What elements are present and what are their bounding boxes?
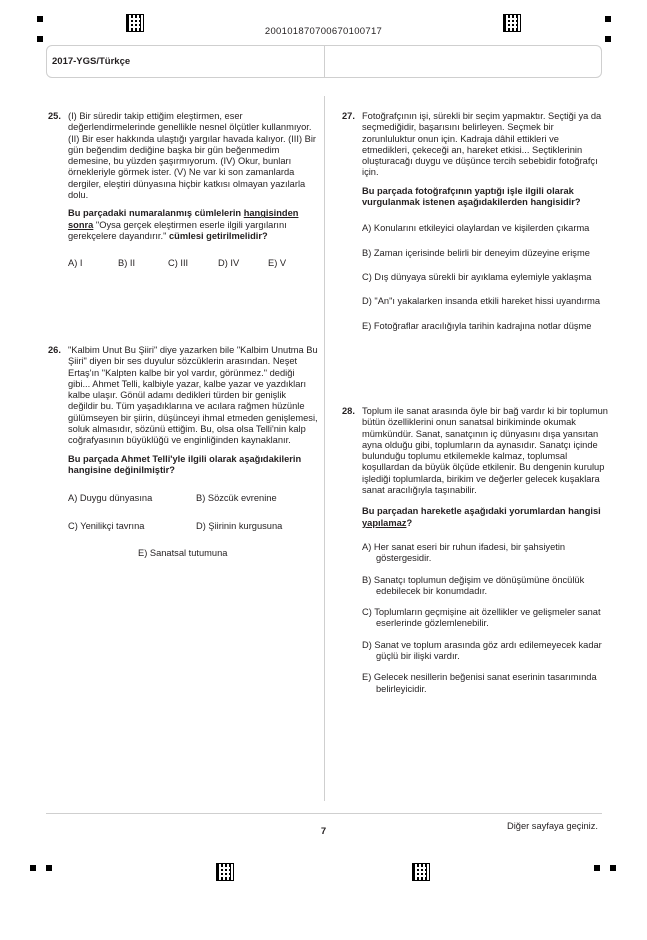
option-c[interactable]: C) Toplumların geçmişine ait özellikler ve gelişmeler sanat eserlerinde gözlemlenebilir. <box>362 607 601 629</box>
question-27 <box>342 111 608 332</box>
option-b[interactable]: B) Zaman içerisinde belirli bir deneyim düzeyine erişme <box>362 247 590 258</box>
page-title: 2017-YGS/Türkçe <box>52 56 131 67</box>
footer-divider <box>46 813 602 814</box>
question-28 <box>342 406 608 695</box>
question-stem: Bu parçada fotoğrafçının yaptığı işle ilgili olarak vurgulanmak istenen aşağıdakilerden hangisidir? <box>362 185 581 208</box>
option-d[interactable]: D) IV <box>218 258 240 269</box>
option-c[interactable]: C) III <box>168 258 189 269</box>
registration-mark <box>594 865 600 871</box>
option-a[interactable]: A) Duygu dünyasına <box>68 493 153 504</box>
answer-options <box>68 493 318 532</box>
question-stem: Bu parçadan hareketle aşağıdaki yorumlardan hangisi yapılamaz? <box>362 506 601 528</box>
page-number: 7 <box>320 826 327 837</box>
qr-code-icon <box>216 863 234 881</box>
question-stem: Bu parçadaki numaralanmış cümlelerin hangisinden sonra "Oysa gerçek eleştirmen eserle ilgili yargılarını gerekçelere dayandırır." cümlesi getirilmelidir? <box>68 208 299 241</box>
barcode-number: 200101870700670100717 <box>264 26 383 37</box>
registration-mark <box>37 16 43 22</box>
registration-mark <box>610 865 616 871</box>
question-number: 26. <box>48 345 61 355</box>
option-a[interactable]: A) Konularını etkileyici olaylardan ve kişilerden çıkarma <box>362 223 590 234</box>
answer-options <box>362 542 608 695</box>
option-d[interactable]: D) Şiirinin kurgusuna <box>196 520 283 531</box>
option-c[interactable]: C) Dış dünyaya sürekli bir ayıklama eylemiyle yaklaşma <box>362 271 592 282</box>
option-c[interactable]: C) Yenilikçi tavrına <box>68 520 145 531</box>
column-divider <box>324 96 325 801</box>
header-divider <box>324 45 325 78</box>
question-stem: Bu parçada Ahmet Telli'yle ilgili olarak aşağıdakilerin hangisine değinilmiştir? <box>68 453 302 475</box>
stem-emphasis: hangisinden sonra <box>68 208 299 230</box>
answer-options <box>68 258 318 269</box>
option-e[interactable]: E) Sanatsal tutumuna <box>138 547 228 558</box>
option-e[interactable]: E) Fotoğraflar aracılığıyla tarihin kadrajına notlar düşme <box>362 320 592 331</box>
option-b[interactable]: B) Sözcük evrenine <box>196 493 277 504</box>
next-page-note: Diğer sayfaya geçiniz. <box>507 821 598 831</box>
question-number: 27. <box>342 111 355 121</box>
qr-code-icon <box>412 863 430 881</box>
option-e[interactable]: E) Gelecek nesillerin beğenisi sanat eserinin tasarımında belirleyicidir. <box>362 672 597 694</box>
question-text: "Kalbim Unut Bu Şiiri" diye yazarken bile "Kalbim Unutma Bu Şiiri" diyen bir ses duyulur sözcüklerin arasından. Neşet Ertaş'ın "Kalpten kalbe bir yol vardır, görünmez." dediği gibi... Ahmet Telli, kalbiyle yazar, kalbe yazar ve yazdıkları kalbe ulaşır. Gönül adamı dedikleri türden bir genişlik değildir bu. Tüm yaşadıklarına ve acılara rağmen hüzünle gülümseyen bir şiirin, düşünceyi ihmal etmeden genişlemesi, soluk almasıdır, sözünü ettiğim. Bu, olsa olsa Telli'nin kalp coğrafyasının büyüklüğü ve enginliğinden kaynaklanır. <box>68 345 318 446</box>
option-a[interactable]: A) Her sanat eseri bir ruhun ifadesi, bir şahsiyetin göstergesidir. <box>362 541 566 564</box>
question-text: Toplum ile sanat arasında öyle bir bağ vardır ki bir toplumun bütün özelliklerini onun sanatsal birikiminde okumak mümkündür. Sanat, sanatçının iç dünyasını dışa yansıtan ayna olduğu gibi, toplumların da aynasıdır. Sanatçı içinde bulunduğu toplumu etkilemekle kalmaz, toplumsal koşullardan da büyük ölçüde etkilenir. Bu dengenin kurulup işlediği toplumlarda, birikim ve değerler gelecek kuşaklara sanat aracılığıyla taşınabilir. <box>362 406 608 496</box>
question-number: 28. <box>342 406 355 416</box>
registration-mark <box>605 16 611 22</box>
option-b[interactable]: B) Sanatçı toplumun değişim ve dönüşümüne öncülük edebilecek bir konumdadır. <box>362 574 585 596</box>
answer-options <box>362 223 608 331</box>
registration-mark <box>30 865 36 871</box>
stem-emphasis: yapılamaz <box>362 517 407 528</box>
option-d[interactable]: D) Sanat ve toplum arasında göz ardı edilemeyecek kadar güçlü bir ilişki vardır. <box>362 639 602 662</box>
question-26 <box>48 345 318 559</box>
question-text: Fotoğrafçının işi, sürekli bir seçim yapmaktır. Seçtiği ya da seçmediğidir, başarısını belirleyen. Seçmek bir zorunluluktur onun için. Kadraja dâhil ettikleri ve etmedikleri, çekeceği an, hareket etkisi... Seçtiklerinin oluşturacağı duygu ve düşünce tercih sebebidir fotoğrafçı için. <box>362 111 602 178</box>
question-25 <box>48 111 318 270</box>
option-a[interactable]: A) I <box>68 258 83 269</box>
question-number: 25. <box>48 111 61 121</box>
question-text: (I) Bir süredir takip ettiğim eleştirmen, eser değerlendirmelerinde genellikle nesnel ölçütler kullanmıyor. (II) Bir eser hakkında ulaştığı yargılar havada kalıyor. (III) Bir gün beğendim dediğine başka bir gün beğenmedim demesine, bu yüzden şaşırmıyorum. (IV) Okur, bunları örnekleriyle görmek ister. (V) Ne var ki son zamanlarda dergiler, eleştiri dünyasına hiçbir katkısı olmayan yazılarla dolu. <box>68 111 317 201</box>
option-e[interactable]: E) V <box>268 258 287 269</box>
option-b[interactable]: B) II <box>118 258 136 269</box>
option-d[interactable]: D) "An"ı yakalarken insanda etkili hareket hissi uyandırma <box>362 296 601 307</box>
registration-mark <box>46 865 52 871</box>
